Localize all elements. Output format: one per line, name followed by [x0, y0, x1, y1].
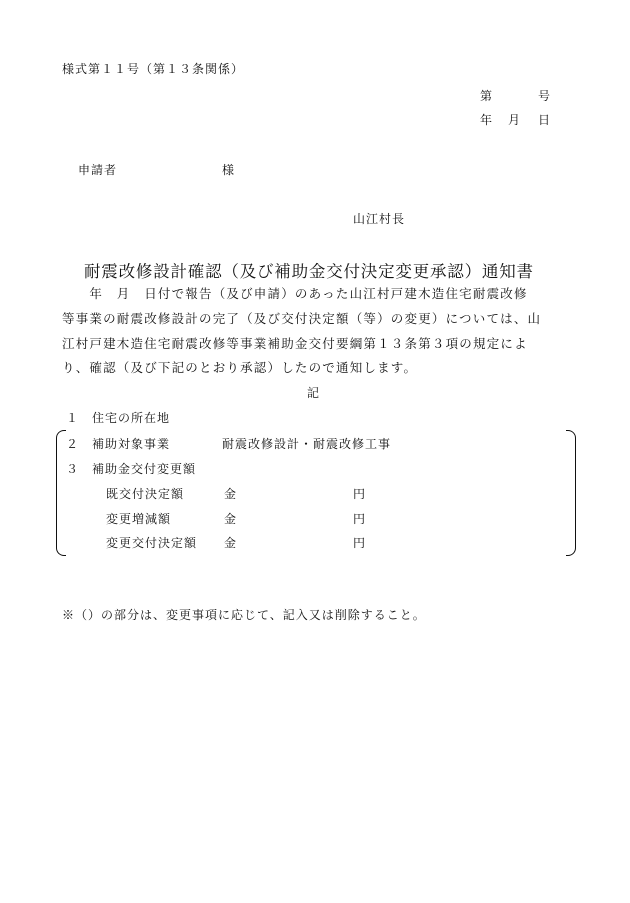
amount-row-yen: 円 — [353, 512, 367, 526]
amount-row-label: 変更増減額 — [106, 512, 172, 526]
form-number: 様式第１１号（第１３条関係） — [62, 62, 245, 76]
bracket-right — [566, 430, 576, 556]
amount-row-kin: 金 — [224, 487, 238, 501]
item-3-number: ３ — [66, 462, 80, 476]
item-1-number: １ — [66, 411, 80, 425]
item-2-label: 補助対象事業 — [92, 437, 171, 451]
footnote: ※（）の部分は、変更事項に応じて、記入又は削除すること。 — [62, 608, 426, 622]
applicant-sama: 様 — [222, 163, 236, 177]
doc-number-go: 号 — [538, 89, 552, 103]
date-year: 年 — [480, 113, 494, 127]
issuer: 山江村長 — [353, 212, 406, 226]
amount-row-kin: 金 — [224, 512, 238, 526]
amount-row-kin: 金 — [224, 536, 238, 550]
amount-row-label: 変更交付決定額 — [106, 536, 198, 550]
body-line-1: 年 月 日付で報告（及び申請）のあった山江村戸建木造住宅耐震改修 — [62, 286, 528, 301]
body-line-3: 江村戸建木造住宅耐震改修等事業補助金交付要綱第１３条第３項の規定によ — [62, 336, 528, 351]
bracket-left — [56, 430, 66, 556]
item-1-label: 住宅の所在地 — [92, 411, 171, 425]
ki-heading: 記 — [307, 386, 321, 400]
body-line-2: 等事業の耐震改修設計の完了（及び交付決定額（等）の変更）については、山 — [62, 311, 542, 326]
amount-row-yen: 円 — [353, 487, 367, 501]
date-day: 日 — [538, 113, 552, 127]
date-month: 月 — [508, 113, 522, 127]
amount-row-yen: 円 — [353, 536, 367, 550]
document-title: 耐震改修設計確認（及び補助金交付決定変更承認）通知書 — [84, 262, 534, 281]
applicant-label: 申請者 — [78, 163, 118, 177]
item-3-label: 補助金交付変更額 — [92, 462, 197, 476]
doc-number-dai: 第 — [480, 89, 494, 103]
amount-row-label: 既交付決定額 — [106, 487, 185, 501]
item-2-number: ２ — [66, 437, 80, 451]
body-line-4: り、確認（及び下記のとおり承認）したので通知します。 — [62, 360, 418, 375]
item-2-value: 耐震改修設計・耐震改修工事 — [222, 437, 392, 451]
